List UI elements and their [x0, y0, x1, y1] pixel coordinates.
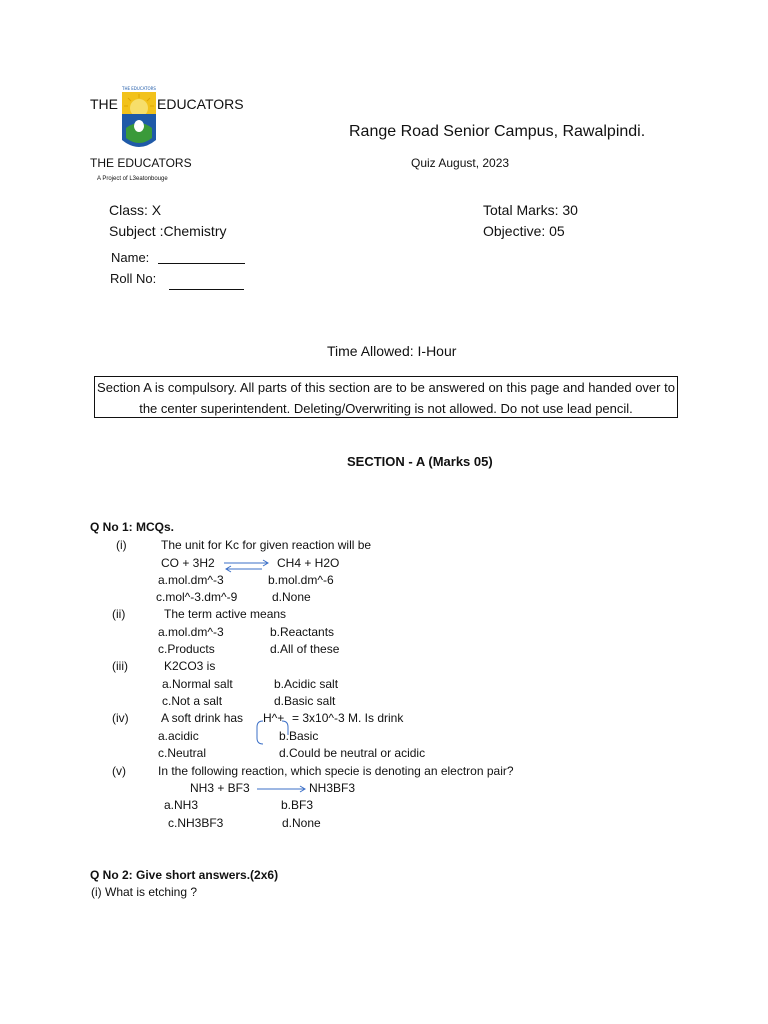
school-logo	[120, 84, 158, 156]
q1-i-eq-right: CH4 + H2O	[277, 556, 340, 570]
q1-heading: Q No 1: MCQs.	[90, 520, 175, 534]
objective-marks: Objective: 05	[483, 223, 565, 239]
q1-iii-option-c[interactable]: c.Not a salt	[162, 694, 223, 708]
instructions-line-2: the center superintendent. Deleting/Overwriting is not allowed. Do not use lead pencil.	[139, 401, 633, 416]
q2-question-1: (i) What is etching ?	[91, 885, 198, 899]
q1-i-eq-left: CO + 3H2	[161, 556, 215, 570]
q1-iv-option-c[interactable]: c.Neutral	[158, 746, 207, 760]
logo-word-right: EDUCATORS	[157, 96, 244, 112]
q1-iv-ion: H^+	[263, 711, 285, 725]
class-label: Class: X	[109, 202, 162, 218]
equilibrium-arrow-icon	[222, 558, 272, 572]
svg-text:THE EDUCATORS: THE EDUCATORS	[122, 86, 156, 91]
total-marks: Total Marks: 30	[483, 202, 578, 218]
name-blank[interactable]	[158, 263, 245, 264]
q1-ii-option-c[interactable]: c.Products	[158, 642, 215, 656]
q1-ii-number: (ii)	[112, 607, 126, 621]
q1-v-option-a[interactable]: a.NH3	[164, 798, 199, 812]
q1-i-option-a[interactable]: a.mol.dm^-3	[158, 573, 224, 587]
q1-iii-option-d[interactable]: d.Basic salt	[274, 694, 336, 708]
instructions-box	[94, 376, 678, 418]
name-label: Name:	[111, 250, 150, 265]
q1-v-question: In the following reaction, which specie is denoting an electron pair?	[158, 764, 514, 778]
q1-iv-number: (iv)	[112, 711, 129, 725]
q1-v-option-c[interactable]: c.NH3BF3	[168, 816, 224, 830]
time-allowed: Time Allowed: I-Hour	[327, 343, 457, 359]
q1-v-eq-right: NH3BF3	[309, 781, 356, 795]
q1-iii-option-a[interactable]: a.Normal salt	[162, 677, 233, 691]
roll-blank[interactable]	[169, 289, 244, 290]
q1-ii-option-d[interactable]: d.All of these	[270, 642, 340, 656]
q1-iii-question: K2CO3 is	[164, 659, 216, 673]
q1-v-option-b[interactable]: b.BF3	[281, 798, 314, 812]
q1-ii-option-b[interactable]: b.Reactants	[270, 625, 335, 639]
q1-iv-option-a[interactable]: a.acidic	[158, 729, 199, 743]
q1-iv-question-end: = 3x10^-3 M. Is drink	[292, 711, 404, 725]
q1-v-number: (v)	[112, 764, 126, 778]
q1-i-question: The unit for Kc for given reaction will be	[161, 538, 372, 552]
subject-label: Subject :Chemistry	[109, 223, 227, 239]
q1-i-option-b[interactable]: b.mol.dm^-6	[268, 573, 334, 587]
campus-name: Range Road Senior Campus, Rawalpindi.	[349, 123, 646, 140]
q1-i-number: (i)	[116, 538, 127, 552]
q1-iii-number: (iii)	[112, 659, 128, 673]
section-title: SECTION - A (Marks 05)	[347, 454, 493, 469]
tagline: A Project of L3eatonbouge	[97, 176, 168, 182]
q1-iv-option-d[interactable]: d.Could be neutral or acidic	[279, 746, 426, 760]
q1-v-option-d[interactable]: d.None	[282, 816, 321, 830]
q1-iv-option-b[interactable]: b.Basic	[279, 729, 319, 743]
q1-i-option-c[interactable]: c.mol^-3.dm^-9	[156, 590, 238, 604]
reaction-arrow-icon	[256, 784, 308, 794]
brand-name: THE EDUCATORS	[90, 156, 192, 170]
quiz-title: Quiz August, 2023	[411, 156, 510, 170]
q2-heading: Q No 2: Give short answers.(2x6)	[90, 868, 279, 882]
q1-iii-option-b[interactable]: b.Acidic salt	[274, 677, 339, 691]
q1-ii-option-a[interactable]: a.mol.dm^-3	[158, 625, 224, 639]
roll-label: Roll No:	[110, 271, 157, 286]
q1-i-option-d[interactable]: d.None	[272, 590, 311, 604]
logo-word-left: THE	[90, 96, 118, 112]
instructions-line-1: Section A is compulsory. All parts of this section are to be answered on this page and handed over to	[97, 380, 675, 395]
q1-ii-question: The term active means	[164, 607, 287, 621]
q1-iv-question: A soft drink has	[161, 711, 244, 725]
q1-v-eq-left: NH3 + BF3	[190, 781, 250, 795]
